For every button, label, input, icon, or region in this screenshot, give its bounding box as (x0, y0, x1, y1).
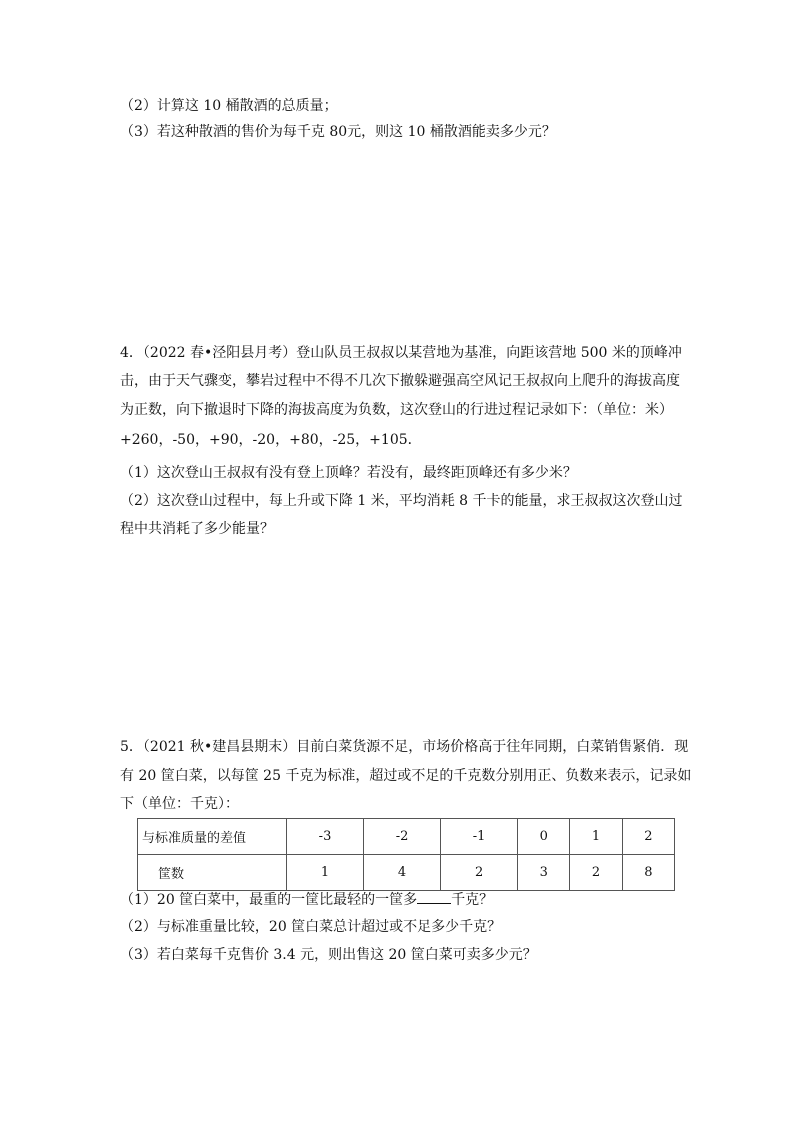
row-header-count: 筐数 (138, 855, 287, 891)
table-row (138, 855, 675, 891)
q5-sub1-text: （1）20 筐白菜中，最重的一筐比最轻的一筐多 (120, 892, 418, 908)
q4-stem-line-1: 4．（2022 春•泾阳县月考）登山队员王叔叔以某营地为基准，向距该营地 500 米的顶峰冲 (120, 345, 682, 361)
q5-subquestion-3: （3）若白菜每千克售价 3.4 元，则出售这 20 筐白菜可卖多少元？ (120, 947, 537, 963)
q3-subquestion-3: （3）若这种散酒的售价为每千克 80元，则这 10 桶散酒能卖多少元？ (120, 124, 556, 140)
q5-subquestion-2: （2）与标准重量比较，20 筐白菜总计超过或不足多少千克？ (120, 919, 502, 935)
row-header-difference: 与标准质量的差值 (138, 819, 287, 855)
q4-record-data: +260，-50，+90，-20，+80，-25，+105． (120, 432, 422, 448)
table-cell: 1 (287, 855, 364, 891)
table-cell: 0 (518, 819, 570, 855)
q4-subquestion-2-cont: 程中共消耗了多少能量？ (120, 521, 274, 537)
table-cell: 1 (570, 819, 622, 855)
q4-subquestion-2: （2）这次登山过程中，每上升或下降 1 米，平均消耗 8 千卡的能量，求王叔叔这次登山过 (120, 493, 683, 509)
q5-stem-line-2: 有 20 筐白菜，以每筐 25 千克为标准，超过或不足的千克数分别用正、负数来表示，记录如 (120, 768, 692, 784)
q3-subquestion-2: （2）计算这 10 桶散酒的总质量； (120, 98, 338, 114)
table-cell: 2 (441, 855, 518, 891)
table-cell: 3 (518, 855, 570, 891)
q4-subquestion-1: （1）这次登山王叔叔有没有登上顶峰？若没有，最终距顶峰还有多少米？ (120, 465, 577, 481)
table-cell: 2 (570, 855, 622, 891)
table-cell: 2 (622, 819, 674, 855)
table-cell: -2 (364, 819, 441, 855)
q5-sub1-text-end: 千克？ (451, 892, 494, 908)
table-cell: -1 (441, 819, 518, 855)
table-cell: 4 (364, 855, 441, 891)
q5-stem-line-1: 5．（2021 秋•建昌县期末）目前白菜货源不足，市场价格高于往年同期，白菜销售紧俏．现 (120, 739, 689, 755)
answer-blank[interactable] (417, 889, 451, 904)
table-cell: -3 (287, 819, 364, 855)
q5-stem-line-3: 下（单位：千克）： (120, 796, 239, 812)
q5-subquestion-1 (120, 889, 493, 910)
table-row (138, 819, 675, 855)
q4-stem-line-2: 击，由于天气骤变，攀岩过程中不得不几次下撤躲避强高空风记王叔叔向上爬升的海拔高度 (120, 373, 680, 389)
weight-difference-table (137, 818, 675, 891)
q4-stem-line-3: 为正数，向下撤退时下降的海拔高度为负数，这次登山的行进过程记录如下：（单位：米） (120, 402, 673, 418)
table-cell: 8 (622, 855, 674, 891)
